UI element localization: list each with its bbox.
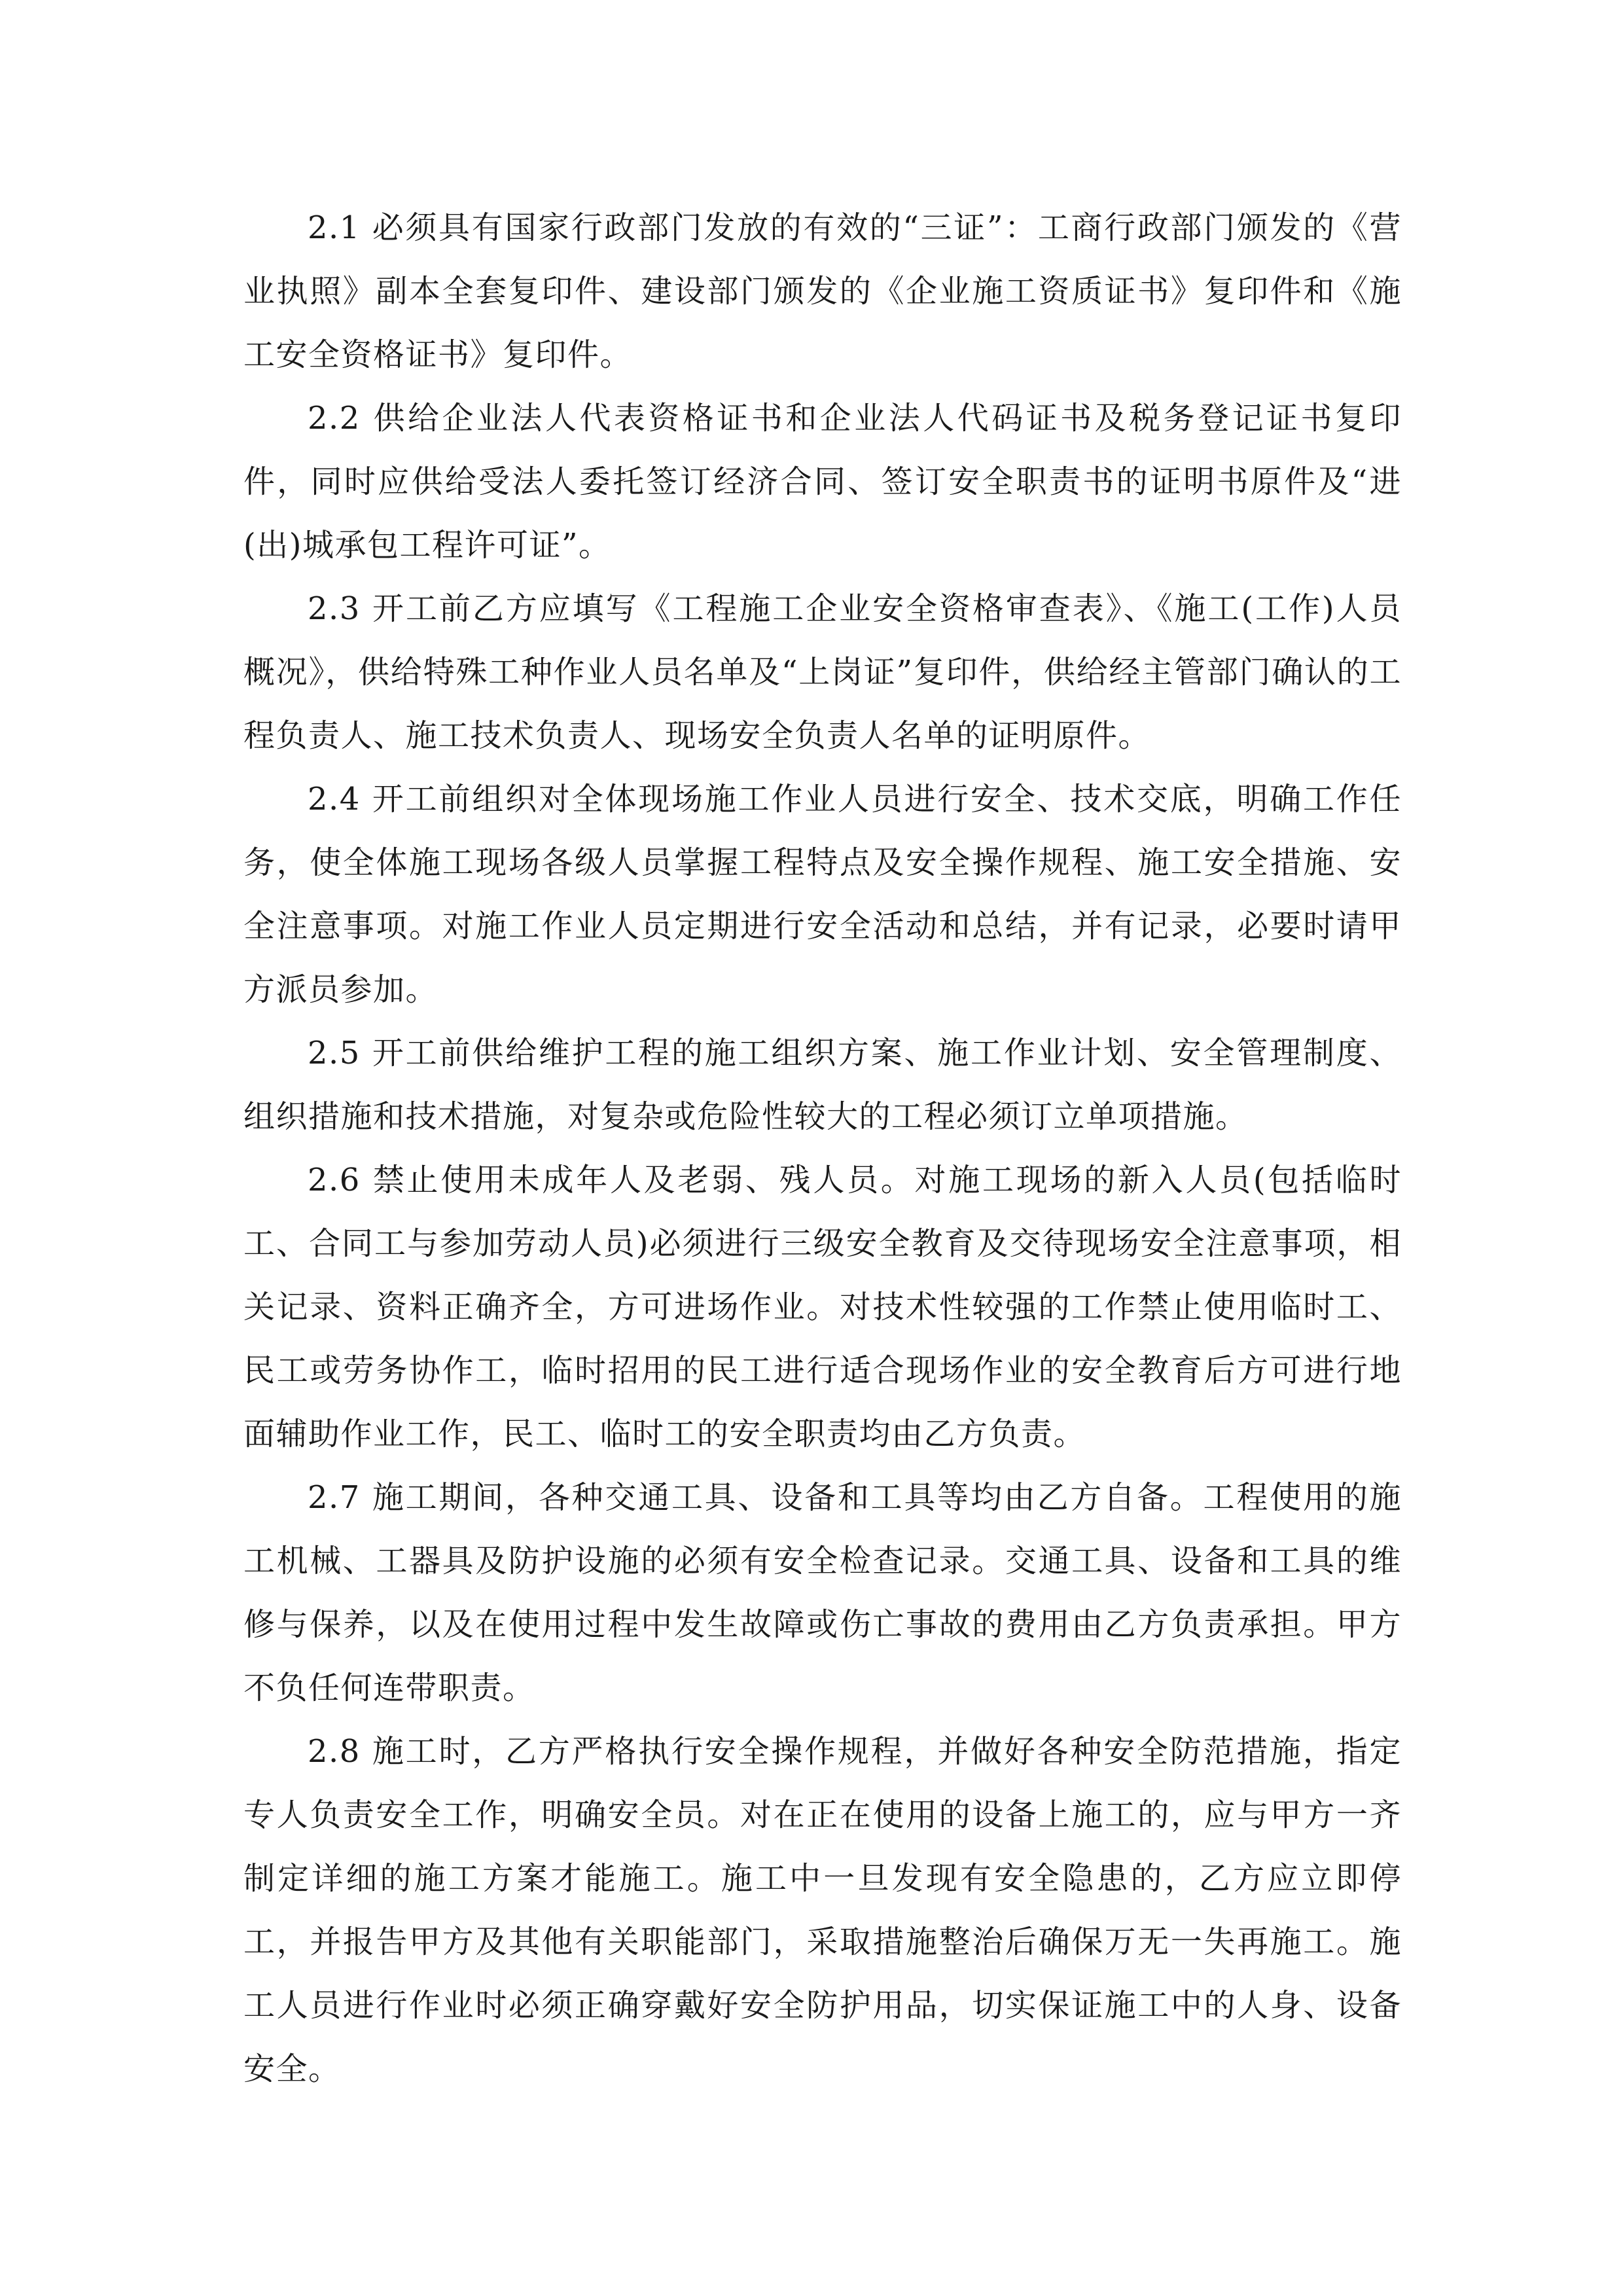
clause-2-1: 2.1 必须具有国家行政部门发放的有效的“三证”：工商行政部门颁发的《营业执照》副本全套复印件、建设部门颁发的《企业施工资质证书》复印件和《施工安全资格证书》复印件。 [243,209,1402,373]
clause-2-8: 2.8 施工时，乙方严格执行安全操作规程，并做好各种安全防范措施，指定专人负责安全工作，明确安全员。对在正在使用的设备上施工的，应与甲方一齐制定详细的施工方案才能施工。施工中一旦发现有安全隐患的，乙方应立即停工，并报告甲方及其他有关职能部门，采取措施整治后确保万无一失再施工。施工人员进行作业时必须正确穿戴好安全防护用品，切实保证施工中的人身、设备安全。 [243,1733,1402,2087]
clause-2-4: 2.4 开工前组织对全体现场施工作业人员进行安全、技术交底，明确工作任务，使全体施工现场各级人员掌握工程特点及安全操作规程、施工安全措施、安全注意事项。对施工作业人员定期进行安全活动和总结，并有记录，必要时请甲方派员参加。 [243,781,1402,1008]
clause-2-6: 2.6 禁止使用未成年人及老弱、残人员。对施工现场的新入人员(包括临时工、合同工与参加劳动人员)必须进行三级安全教育及交待现场安全注意事项，相关记录、资料正确齐全，方可进场作业。对技术性较强的工作禁止使用临时工、民工或劳务协作工，临时招用的民工进行适合现场作业的安全教育后方可进行地面辅助作业工作，民工、临时工的安全职责均由乙方负责。 [243,1162,1402,1452]
clause-2-2: 2.2 供给企业法人代表资格证书和企业法人代码证书及税务登记证书复印件，同时应供给受法人委托签订经济合同、签订安全职责书的证明书原件及“进(出)城承包工程许可证”。 [243,400,1402,564]
clause-2-7: 2.7 施工期间，各种交通工具、设备和工具等均由乙方自备。工程使用的施工机械、工器具及防护设施的必须有安全检查记录。交通工具、设备和工具的维修与保养，以及在使用过程中发生故障或伤亡事故的费用由乙方负责承担。甲方不负任何连带职责。 [243,1479,1402,1706]
document-body [243,196,1402,2101]
clause-2-5: 2.5 开工前供给维护工程的施工组织方案、施工作业计划、安全管理制度、组织措施和技术措施，对复杂或危险性较大的工程必须订立单项措施。 [243,1035,1402,1135]
clause-2-3: 2.3 开工前乙方应填写《工程施工企业安全资格审查表》、《施工(工作)人员概况》，供给特殊工种作业人员名单及“上岗证”复印件，供给经主管部门确认的工程负责人、施工技术负责人、现场安全负责人名单的证明原件。 [243,590,1402,754]
